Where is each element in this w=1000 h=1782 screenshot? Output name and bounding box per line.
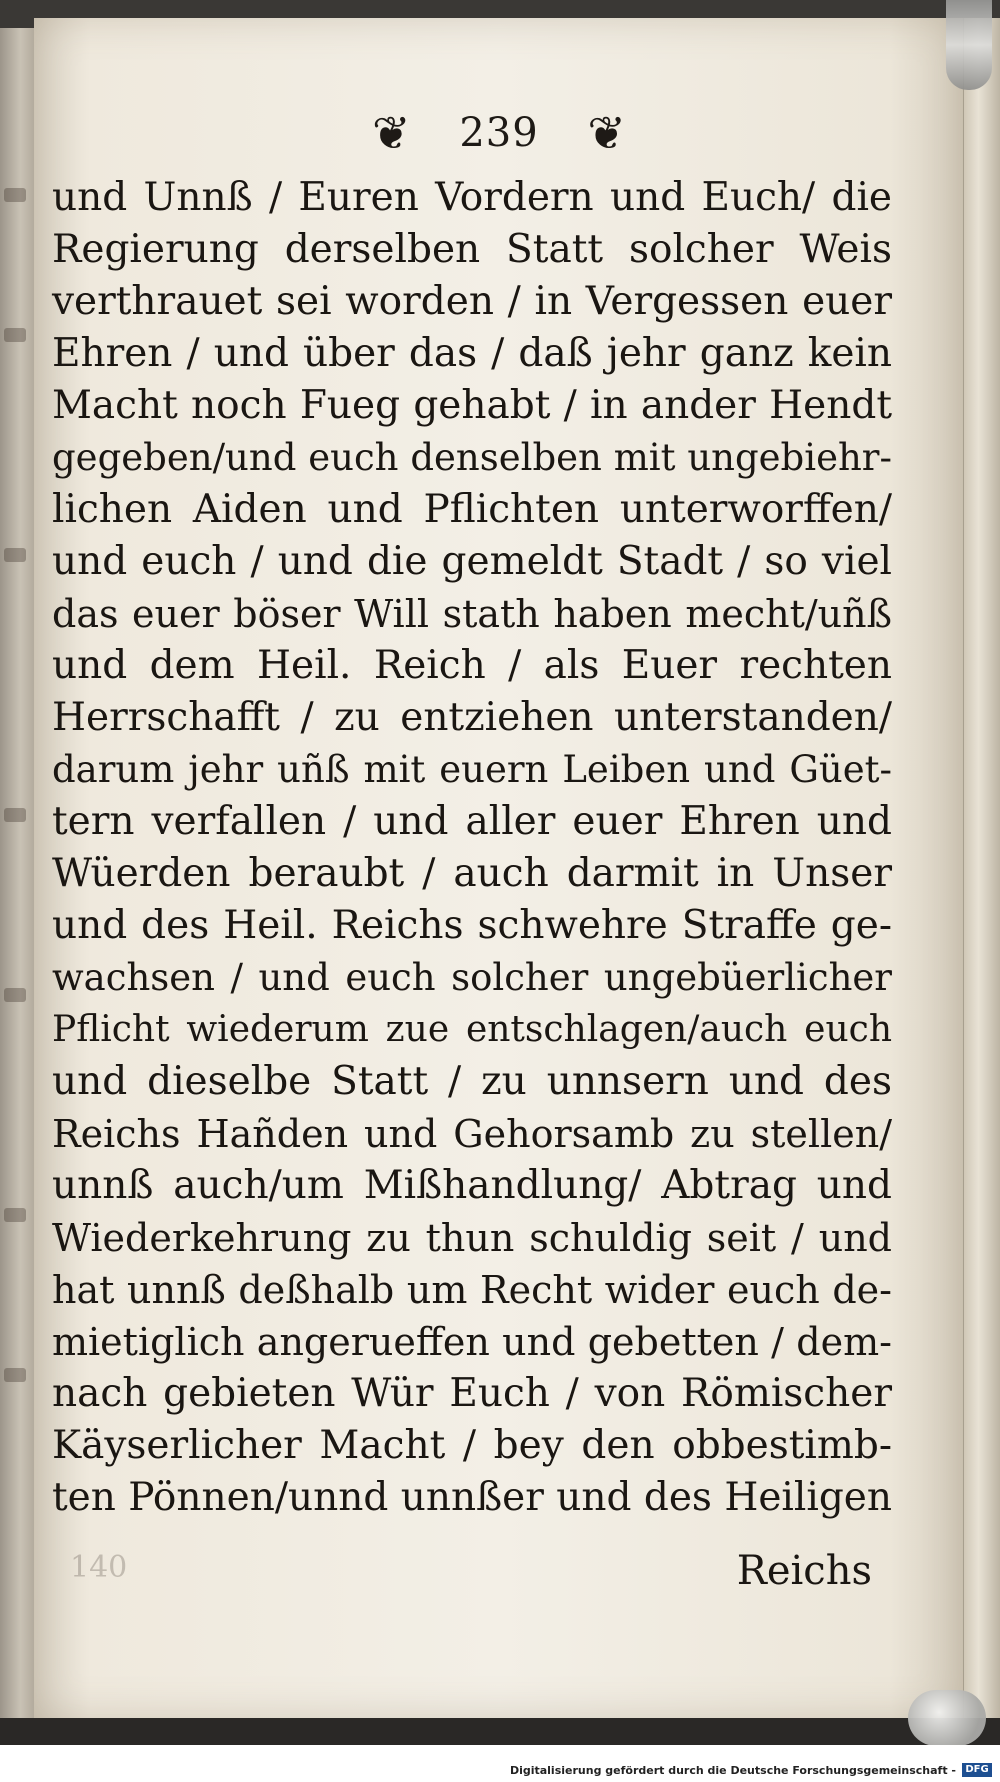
- page-clip-top: [946, 0, 992, 90]
- page-number: 239: [459, 110, 539, 156]
- text-line: Wüerden beraubt / auch darmit in Unser: [52, 851, 892, 896]
- bleed-mark: [4, 1208, 26, 1222]
- text-line: Macht noch Fueg gehabt / in ander Hendt: [52, 383, 892, 428]
- text-line: mietiglich angerueffen und gebetten / dem-: [52, 1320, 892, 1364]
- body-text: [52, 172, 892, 1524]
- previous-page-edge: [0, 28, 36, 1718]
- text-line: und euch / und die gemeldt Stadt / so viel: [52, 539, 892, 584]
- page-clip-bottom: [908, 1690, 986, 1746]
- text-line: Käyserlicher Macht / bey den obbestimb-: [52, 1423, 892, 1468]
- text-line: und Unnß / Euren Vordern und Euch/ die: [52, 175, 892, 220]
- text-line: Wiederkehrung zu thun schuldig seit / und: [52, 1216, 892, 1260]
- bleed-mark: [4, 808, 26, 822]
- bleed-mark: [4, 328, 26, 342]
- text-line: Herrschafft / zu entziehen unterstanden/: [52, 695, 892, 740]
- text-line: und des Heil. Reichs schwehre Straffe ge-: [52, 903, 892, 948]
- text-line: Regierung derselben Statt solcher Weis: [52, 227, 892, 272]
- text-line: hat unnß deßhalb um Recht wider euch de-: [52, 1268, 892, 1312]
- text-line: Ehren / und über das / daß jehr ganz kein: [52, 331, 892, 376]
- dfg-logo: DFG: [962, 1763, 992, 1777]
- text-line: und dieselbe Statt / zu unnsern und des: [52, 1059, 892, 1104]
- catchword: Reichs: [736, 1548, 872, 1594]
- text-line: und dem Heil. Reich / als Euer rechten: [52, 643, 892, 688]
- funding-credit: Digitalisierung gefördert durch die Deutsche Forschungsgemeinschaft -: [509, 1764, 956, 1777]
- bleed-mark: [4, 1368, 26, 1382]
- ornament-left-icon: ❦: [372, 106, 411, 160]
- text-line: Reichs Hañden und Gehorsamb zu stellen/: [52, 1112, 892, 1156]
- text-line: wachsen / und euch solcher ungebüerlicher: [52, 956, 892, 999]
- bleed-mark: [4, 988, 26, 1002]
- ornament-right-icon: ❦: [587, 106, 626, 160]
- bleed-mark: [4, 188, 26, 202]
- text-line: verthrauet sei worden / in Vergessen euer: [52, 279, 892, 324]
- text-line: unnß auch/um Mißhandlung/ Abtrag und: [52, 1163, 892, 1208]
- text-line: Pflicht wiederum zue entschlagen/auch euch: [52, 1009, 892, 1050]
- text-line: darum jehr uñß mit euern Leiben und Güet-: [52, 748, 892, 791]
- text-line: nach gebieten Wür Euch / von Römischer: [52, 1371, 892, 1416]
- text-line: ten Pönnen/unnd unnßer und des Heiligen: [52, 1475, 892, 1520]
- show-through-number: 140: [70, 1550, 128, 1585]
- page-fore-edge: [963, 18, 1000, 1718]
- text-line: tern verfallen / und aller euer Ehren und: [52, 799, 892, 844]
- text-line: lichen Aiden und Pflichten unterworffen/: [52, 487, 892, 532]
- bleed-mark: [4, 548, 26, 562]
- text-line: das euer böser Will stath haben mecht/uñß: [52, 592, 892, 636]
- page-header: [34, 106, 964, 166]
- text-line: gegeben/und euch denselben mit ungebiehr-: [52, 436, 892, 479]
